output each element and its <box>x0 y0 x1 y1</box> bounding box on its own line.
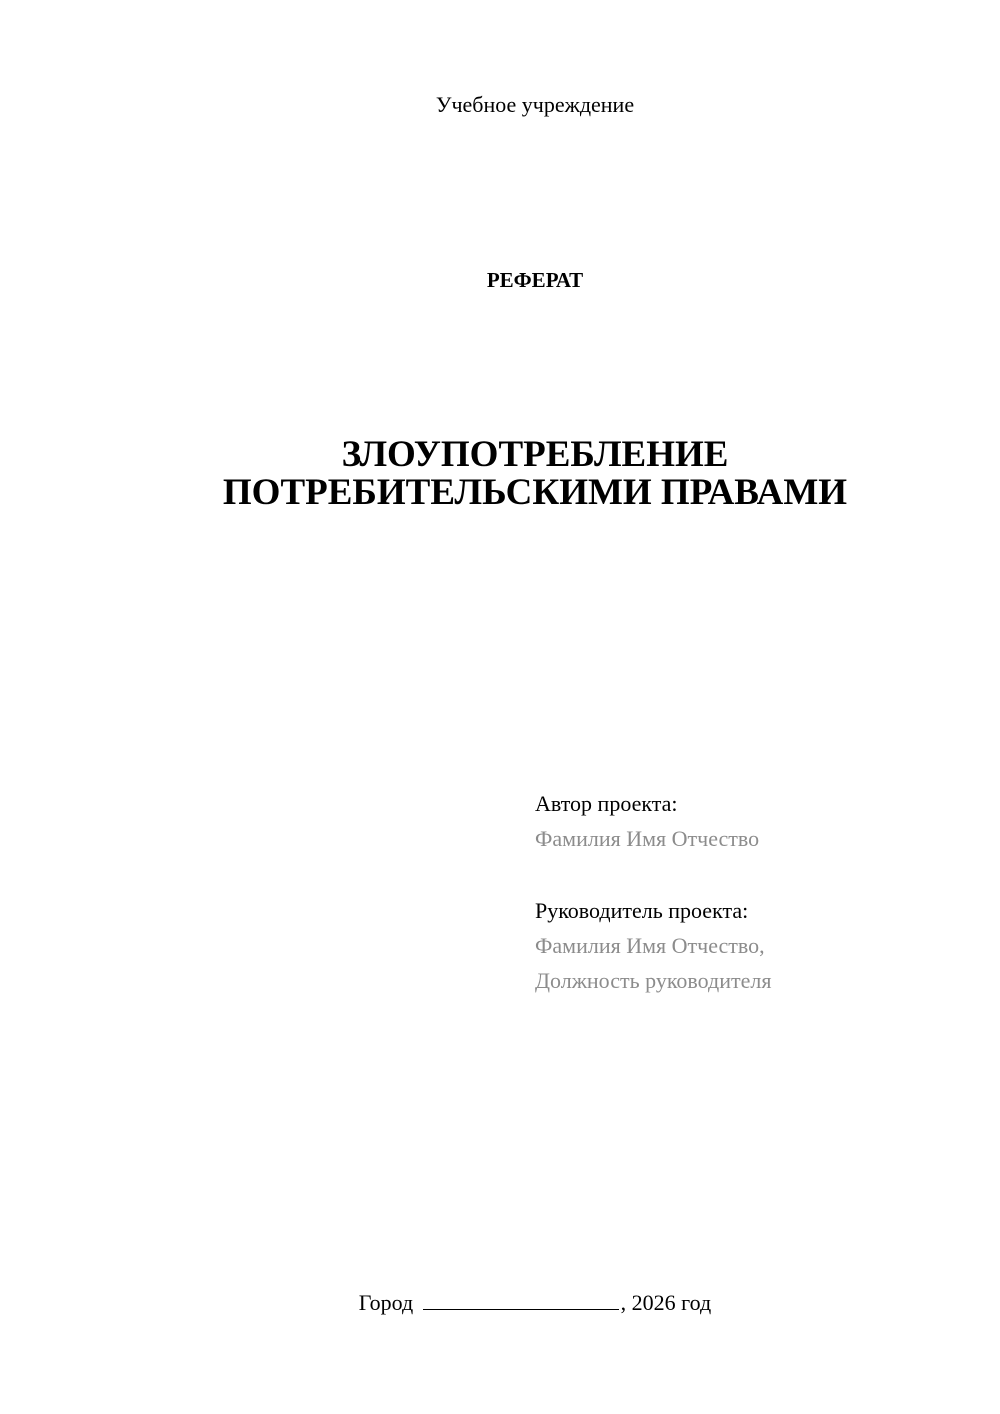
year-text: , 2026 год <box>620 1290 712 1315</box>
document-title <box>0 436 1000 512</box>
supervisor-name-placeholder: Фамилия Имя Отчество, <box>535 933 765 958</box>
institution-name: Учебное учреждение <box>435 92 635 117</box>
author-label: Автор проекта: <box>535 791 678 816</box>
title-line-2: ПОТРЕБИТЕЛЬСКИМИ ПРАВАМИ <box>222 472 848 513</box>
author-block <box>535 786 759 856</box>
document-type: РЕФЕРАТ <box>486 268 584 292</box>
city-blank-line <box>423 1291 619 1310</box>
supervisor-block <box>535 893 771 998</box>
author-name-placeholder: Фамилия Имя Отчество <box>535 826 760 851</box>
footer-city-year <box>0 1290 1000 1316</box>
city-label: Город <box>358 1290 414 1315</box>
supervisor-label: Руководитель проекта: <box>535 898 749 923</box>
supervisor-position-placeholder: Должность руководителя <box>535 968 772 993</box>
title-line-1: ЗЛОУПОТРЕБЛЕНИЕ <box>341 434 729 475</box>
